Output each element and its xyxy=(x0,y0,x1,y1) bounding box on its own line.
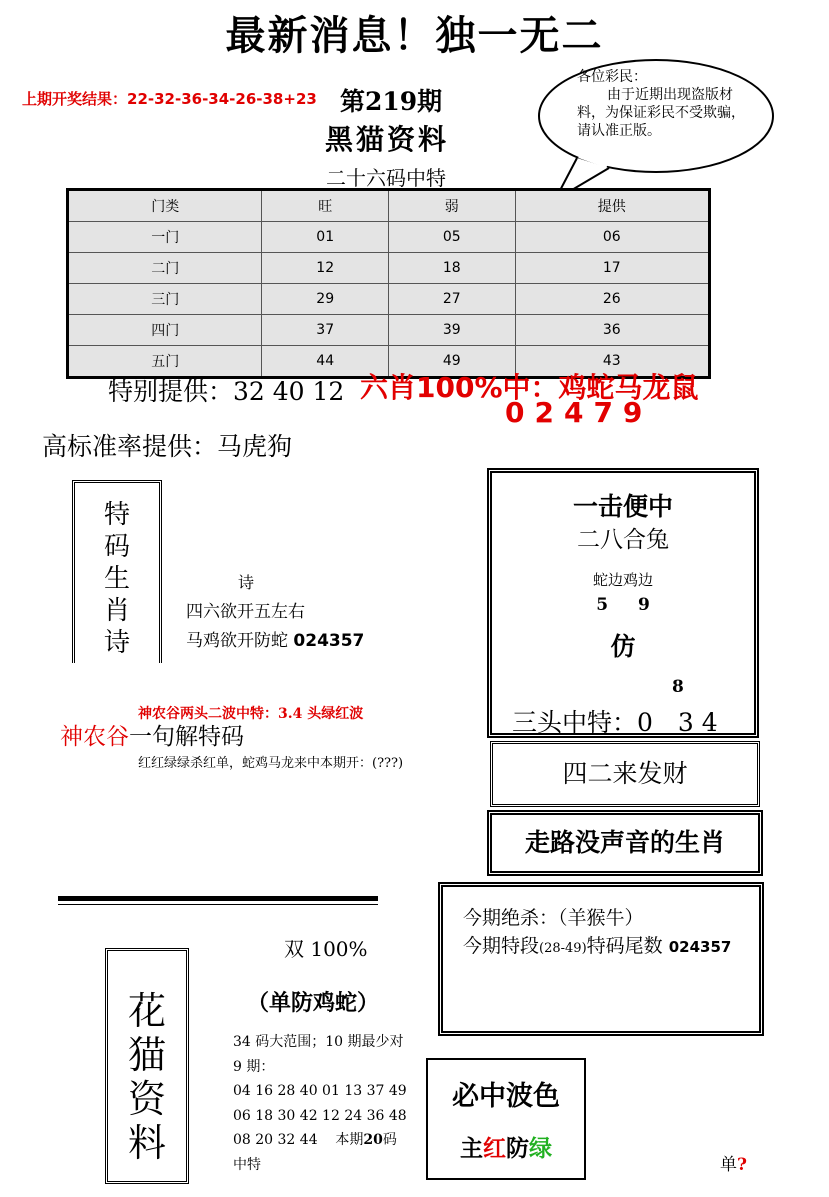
poem-line-1: 四六欲开五左右 xyxy=(186,602,305,622)
end-note xyxy=(720,1150,747,1175)
poem-line-2 xyxy=(186,626,364,651)
this-issue-box xyxy=(438,882,764,1036)
divider-thick xyxy=(58,896,378,901)
table-cell: 49 xyxy=(388,346,515,378)
high-rate: 高标准率提供：马虎狗 xyxy=(42,432,293,461)
huamao-char: 花 xyxy=(127,989,166,1033)
green-label: 绿 xyxy=(529,1135,552,1162)
number-row: 08 20 32 44 xyxy=(233,1132,318,1148)
number-row-end: 中特 xyxy=(233,1156,261,1173)
this-issue-label: 本期 xyxy=(335,1132,364,1148)
table-cell: 12 xyxy=(262,253,389,284)
one-hit-line-6: 8 xyxy=(672,677,684,697)
red-label: 红 xyxy=(483,1135,506,1162)
this-issue-count: 20 xyxy=(363,1132,383,1148)
segment-tail-label: 特码尾数 xyxy=(586,935,663,957)
table-caption: 二十六码中特 xyxy=(326,166,446,190)
six-zodiac: 六肖100%中：鸡蛇马龙鼠 xyxy=(360,371,699,404)
table-cell: 一门 xyxy=(68,222,262,253)
bubble-greeting: 各位彩民： xyxy=(577,69,647,85)
last-result: 上期开奖结果：22-32-36-34-26-38+23 xyxy=(22,90,317,108)
box-walk: 走路没声音的生肖 xyxy=(487,810,763,876)
table-cell: 36 xyxy=(515,315,709,346)
six-zodiac-numbers: 02479 xyxy=(505,396,653,429)
number-intro: 34 码大范围；10 期最少对 xyxy=(233,1034,404,1050)
poem-box xyxy=(72,480,162,663)
table-header: 提供 xyxy=(515,190,709,222)
segment-label: 今期特段 xyxy=(463,935,540,957)
table-cell: 四门 xyxy=(68,315,262,346)
number-list xyxy=(233,1030,407,1177)
table-cell: 17 xyxy=(515,253,709,284)
table-cell: 37 xyxy=(262,315,389,346)
huamao-char: 料 xyxy=(127,1121,166,1165)
this-issue-segment xyxy=(463,931,731,958)
poem-box-char: 诗 xyxy=(103,628,130,658)
one-hit-title: 一击便中 xyxy=(572,492,673,521)
end-note-question: ? xyxy=(737,1155,747,1175)
one-hit-line-4: 5 9 xyxy=(596,595,650,615)
shennong-title xyxy=(60,718,244,751)
one-hit-line-3: 蛇边鸡边 xyxy=(592,571,653,589)
one-hit-line-7: 三头中特：0 3 4 xyxy=(512,708,718,737)
table-header: 旺 xyxy=(262,190,389,222)
shennong-title-red: 神农谷 xyxy=(60,724,129,750)
issue-number: 第219期 xyxy=(340,87,443,116)
guard-label: 防 xyxy=(506,1135,529,1162)
poem-line-2-text: 马鸡欲开防蛇 xyxy=(186,631,288,651)
number-intro-2: 9 期： xyxy=(233,1058,275,1075)
table-cell: 06 xyxy=(515,222,709,253)
wave-color-box xyxy=(426,1058,586,1180)
table-cell: 三门 xyxy=(68,284,262,315)
table-cell: 29 xyxy=(262,284,389,315)
table-cell: 18 xyxy=(388,253,515,284)
number-row-3 xyxy=(233,1128,407,1153)
divider-thin xyxy=(58,904,378,905)
wave-color-line xyxy=(428,1130,584,1163)
table-cell: 05 xyxy=(388,222,515,253)
shennong-title-rest: 一句解特码 xyxy=(129,724,244,750)
wave-color-title: 必中波色 xyxy=(452,1081,560,1112)
poem-box-char: 生 xyxy=(103,564,130,594)
table-cell: 01 xyxy=(262,222,389,253)
poem-box-char: 肖 xyxy=(103,596,130,626)
double-percent: 双 100% xyxy=(284,937,368,961)
table-cell: 二门 xyxy=(68,253,262,284)
number-row: 04 16 28 40 01 13 37 49 xyxy=(233,1083,407,1099)
huamao-box xyxy=(105,948,189,1184)
bubble-message: 由于近期出现盗版材料，为保证彩民不受欺骗，请认准正版。 xyxy=(577,87,745,139)
table-header: 门类 xyxy=(68,190,262,222)
code-label: 码 xyxy=(382,1132,397,1148)
number-row: 06 18 30 42 12 24 36 48 xyxy=(233,1107,407,1124)
box-forty-two: 四二来发财 xyxy=(490,741,760,807)
data-table xyxy=(66,188,711,379)
subtitle: 黑猫资料 xyxy=(325,123,450,156)
segment-tail-nums: 024357 xyxy=(668,938,732,956)
headline: 最新消息！独一无二 xyxy=(225,12,604,59)
one-hit-line-5: 仿 xyxy=(610,632,636,661)
huamao-char: 猫 xyxy=(127,1033,166,1077)
table-row xyxy=(68,315,710,346)
poem-line-2-nums: 024357 xyxy=(293,631,365,651)
shennong-line: 红红绿绿杀红单，蛇鸡马龙来中本期开：(???) xyxy=(138,756,404,771)
main-label: 主 xyxy=(460,1135,483,1162)
one-hit-line-2: 二八合兔 xyxy=(577,527,669,553)
poem-box-char: 特 xyxy=(103,500,130,530)
table-cell: 39 xyxy=(388,315,515,346)
poem-head: 诗 xyxy=(238,573,255,592)
table-cell: 44 xyxy=(262,346,389,378)
table-header-row xyxy=(68,190,710,222)
end-note-text: 单 xyxy=(720,1155,737,1175)
table-row xyxy=(68,222,710,253)
special-offer: 特别提供：32 40 12 xyxy=(108,377,345,406)
table-cell: 五门 xyxy=(68,346,262,378)
segment-range: (28-49) xyxy=(539,941,587,956)
single-guard: （单防鸡蛇） xyxy=(247,990,380,1016)
this-issue-kill: 今期绝杀：（羊猴牛） xyxy=(463,907,644,929)
table-row xyxy=(68,253,710,284)
notice-bubble xyxy=(537,58,775,176)
table-header: 弱 xyxy=(388,190,515,222)
one-hit-box xyxy=(487,468,759,738)
huamao-char: 资 xyxy=(127,1077,166,1121)
table-row xyxy=(68,284,710,315)
table-cell: 26 xyxy=(515,284,709,315)
table-cell: 43 xyxy=(515,346,709,378)
shennong-head: 神农谷两头二波中特：3.4 头绿红波 xyxy=(138,706,364,722)
poem-box-char: 码 xyxy=(103,532,130,562)
table-cell: 27 xyxy=(388,284,515,315)
